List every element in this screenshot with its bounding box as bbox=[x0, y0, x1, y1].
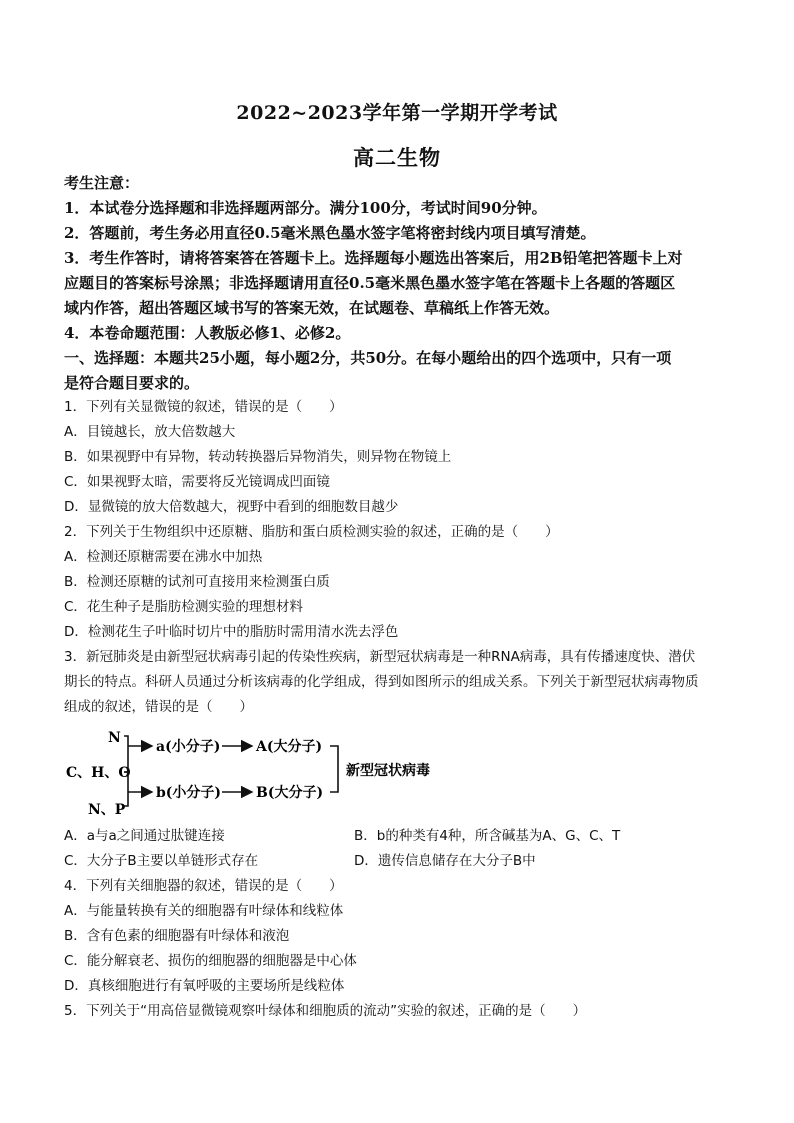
notice-item: 1．本试卷分选择题和非选择题两部分。满分100分，考试时间90分钟。 bbox=[64, 199, 547, 217]
question-1-stem: 1．下列有关显微镜的叙述，错误的是（ ） bbox=[64, 399, 343, 415]
notice-item: 4．本卷命题范围：人教版必修1、必修2。 bbox=[64, 324, 351, 342]
notice-item: 3．考生作答时，请将答案答在答题卡上。选择题每小题选出答案后，用2B铅笔把答题卡上对 bbox=[64, 249, 683, 267]
question-4-option-b: B．含有色素的细胞器有叶绿体和液泡 bbox=[64, 928, 290, 944]
question-3-option-a: A．a与a之间通过肽键连接 bbox=[64, 828, 225, 844]
question-1-option-d: D．显微镜的放大倍数越大，视野中看到的细胞数目越少 bbox=[64, 499, 399, 515]
question-4-stem: 4．下列有关细胞器的叙述，错误的是（ ） bbox=[64, 878, 343, 894]
question-3-stem-line2: 期长的特点。科研人员通过分析该病毒的化学组成，得到如图所示的组成关系。下列关于新型冠状病毒物质 bbox=[64, 674, 699, 690]
diagram-big-b: B(大分子) bbox=[256, 785, 324, 801]
question-2-option-a: A．检测还原糖需要在沸水中加热 bbox=[64, 549, 263, 565]
question-2-option-d: D．检测花生子叶临时切片中的脂肪时需用清水洗去浮色 bbox=[64, 624, 399, 640]
question-3-stem: 3．新冠肺炎是由新型冠状病毒引起的传染性疾病，新型冠状病毒是一种RNA病毒，具有传播速度快、潜伏 bbox=[64, 649, 696, 665]
diagram-small-a: a(小分子) bbox=[156, 739, 221, 755]
diagram-right-bracket bbox=[330, 746, 338, 792]
question-1-option-b: B．如果视野中有异物，转动转换器后异物消失，则异物在物镜上 bbox=[64, 449, 452, 465]
question-3-option-b: B．b的种类有4种，所含碱基为A、G、C、T bbox=[354, 828, 621, 844]
question-4-option-d: D．真核细胞进行有氧呼吸的主要场所是线粒体 bbox=[64, 978, 345, 994]
question-4-option-a: A．与能量转换有关的细胞器有叶绿体和线粒体 bbox=[64, 903, 344, 919]
question-3-diagram bbox=[60, 722, 460, 822]
diagram-element-np: N、P bbox=[88, 802, 126, 818]
notice-item: 应题目的答案标号涂黑；非选择题请用直径0.5毫米黑色墨水签字笔在答题卡上各题的答题区 bbox=[64, 274, 676, 292]
section-heading-cont: 是符合题目要求的。 bbox=[64, 374, 200, 392]
exam-title: 2022~2023学年第一学期开学考试 bbox=[236, 102, 558, 124]
section-heading: 一、选择题：本题共25小题，每小题2分，共50分。在每小题给出的四个选项中，只有一项 bbox=[64, 349, 672, 367]
notice-heading: 考生注意： bbox=[64, 174, 140, 192]
diagram-small-b: b(小分子) bbox=[156, 785, 222, 801]
question-2-stem: 2．下列关于生物组织中还原糖、脂肪和蛋白质检测实验的叙述，正确的是（ ） bbox=[64, 524, 559, 540]
question-3-stem-line3: 组成的叙述，错误的是（ ） bbox=[64, 699, 253, 715]
question-1-option-a: A．目镜越长，放大倍数越大 bbox=[64, 424, 236, 440]
question-4-option-c: C．能分解衰老、损伤的细胞器的细胞器是中心体 bbox=[64, 953, 357, 969]
notice-item: 域内作答，超出答题区域书写的答案无效，在试题卷、草稿纸上作答无效。 bbox=[64, 299, 560, 317]
question-2-option-b: B．检测还原糖的试剂可直接用来检测蛋白质 bbox=[64, 574, 330, 590]
notice-item: 2．答题前，考生务必用直径0.5毫米黑色墨水签字笔将密封线内项目填写清楚。 bbox=[64, 224, 596, 242]
subject-title: 高二生物 bbox=[353, 145, 441, 170]
diagram-element-n: N bbox=[108, 730, 121, 746]
question-1-option-c: C．如果视野太暗，需要将反光镜调成凹面镜 bbox=[64, 474, 330, 490]
question-3-options-row1 bbox=[64, 826, 734, 846]
question-3-option-c: C．大分子B主要以单链形式存在 bbox=[64, 853, 259, 869]
diagram-element-chos: C、H、O bbox=[66, 765, 131, 781]
question-5-stem: 5．下列关于“用高倍显微镜观察叶绿体和细胞质的流动”实验的叙述，正确的是（ ） bbox=[64, 1003, 587, 1019]
diagram-big-a: A(大分子) bbox=[256, 739, 323, 755]
diagram-virus-label: 新型冠状病毒 bbox=[346, 763, 430, 779]
question-2-option-c: C．花生种子是脂肪检测实验的理想材料 bbox=[64, 599, 303, 615]
question-3-option-d: D．遗传信息储存在大分子B中 bbox=[354, 853, 536, 869]
question-3-options-row2 bbox=[64, 851, 734, 871]
